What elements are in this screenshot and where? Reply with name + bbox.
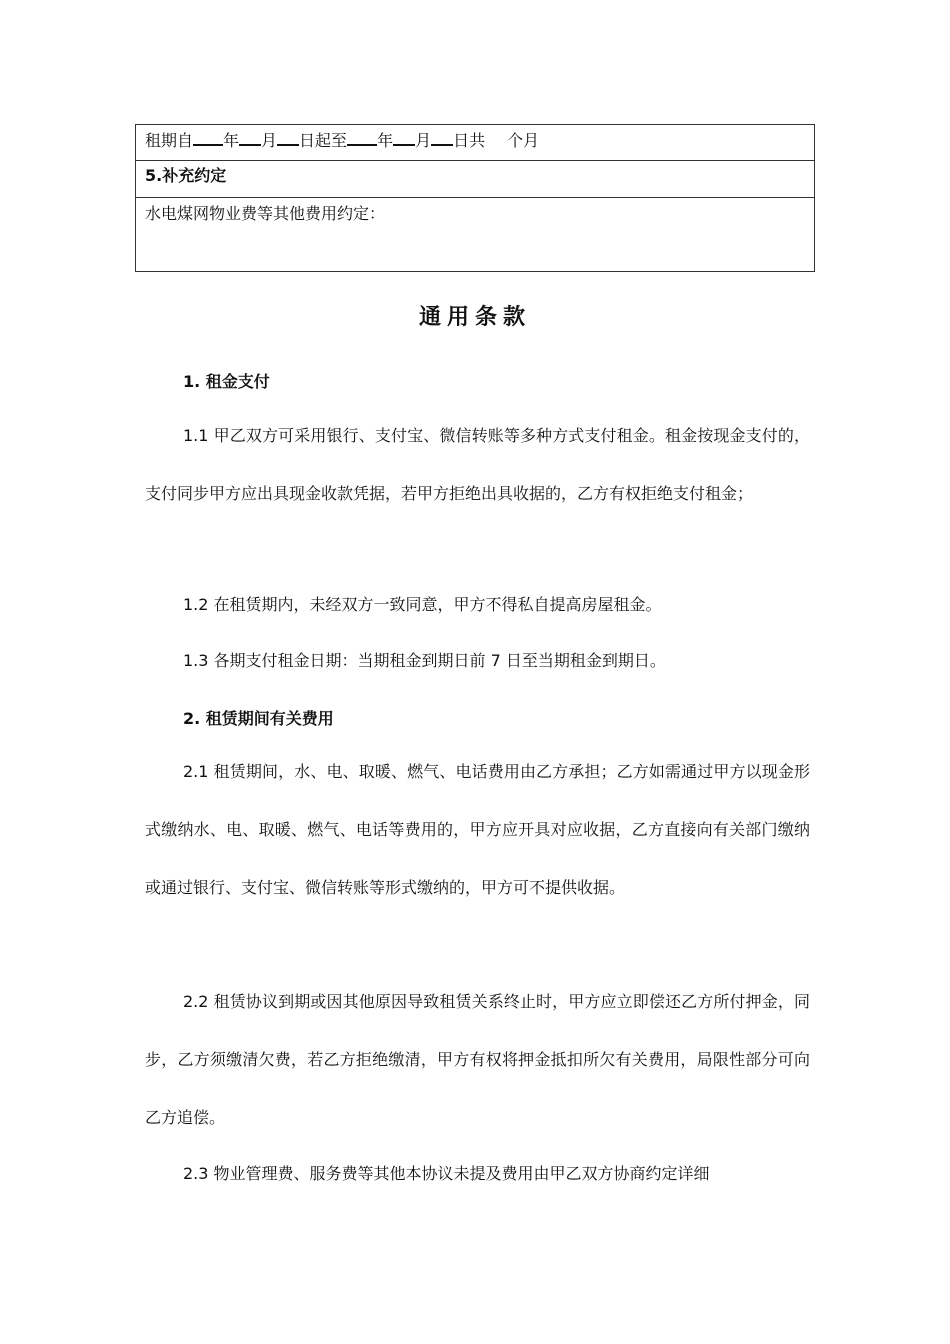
term-months: 个月: [507, 131, 540, 150]
end-year-blank: [347, 126, 377, 146]
paragraph-1-1: 1.1 甲乙双方可采用银行、支付宝、微信转账等多种方式支付租金。租金按现金支付的，支付同步甲方应出具现金收款凭据，若甲方拒绝出具收据的，乙方有权拒绝支付租金；: [145, 426, 810, 503]
lease-form-table: [135, 124, 815, 272]
utilities-row: [136, 198, 815, 272]
section-heading-1: 1. 租金支付: [183, 372, 270, 391]
paragraph-2-3: 2.3 物业管理费、服务费等其他本协议未提及费用由甲乙双方协商约定详细: [183, 1164, 710, 1183]
lease-term-cell: [136, 125, 815, 161]
paragraph-2-1: 2.1 租赁期间，水、电、取暖、燃气、电话费用由乙方承担；乙方如需通过甲方以现金形式缴纳水、电、取暖、燃气、电话等费用的，甲方应开具对应收据，乙方直接向有关部门缴纳或通过银行、支付宝、微信转账等形式缴纳的，甲方可不提供收据。: [145, 762, 810, 897]
term-day-1: 日起至: [299, 131, 348, 150]
term-month-1: 月: [261, 131, 278, 150]
start-day-blank: [277, 126, 299, 146]
utilities-label: 水电煤网物业费等其他费用约定：: [136, 198, 815, 272]
document-title: 通用条款: [418, 305, 531, 330]
lease-term-row: [136, 125, 815, 161]
supplement-heading: 5.补充约定: [136, 161, 815, 198]
paragraph-2-2: 2.2 租赁协议到期或因其他原因导致租赁关系终止时，甲方应立即偿还乙方所付押金，同步，乙方须缴清欠费，若乙方拒绝缴清，甲方有权将押金抵扣所欠有关费用，局限性部分可向乙方追偿。: [145, 992, 810, 1127]
paragraph-1-2: 1.2 在租赁期内，未经双方一致同意，甲方不得私自提高房屋租金。: [183, 595, 662, 614]
term-prefix: 租期自: [145, 131, 194, 150]
supplement-row: [136, 161, 815, 198]
term-year-1: 年: [223, 131, 240, 150]
start-month-blank: [239, 126, 261, 146]
end-month-blank: [393, 126, 415, 146]
term-year-2: 年: [377, 131, 394, 150]
end-day-blank: [431, 126, 453, 146]
start-year-blank: [193, 126, 223, 146]
paragraph-1-3: 1.3 各期支付租金日期：当期租金到期日前 7 日至当期租金到期日。: [183, 651, 666, 670]
section-heading-2: 2. 租赁期间有关费用: [183, 709, 334, 728]
term-month-2: 月: [415, 131, 432, 150]
term-day-2: 日共: [453, 131, 486, 150]
